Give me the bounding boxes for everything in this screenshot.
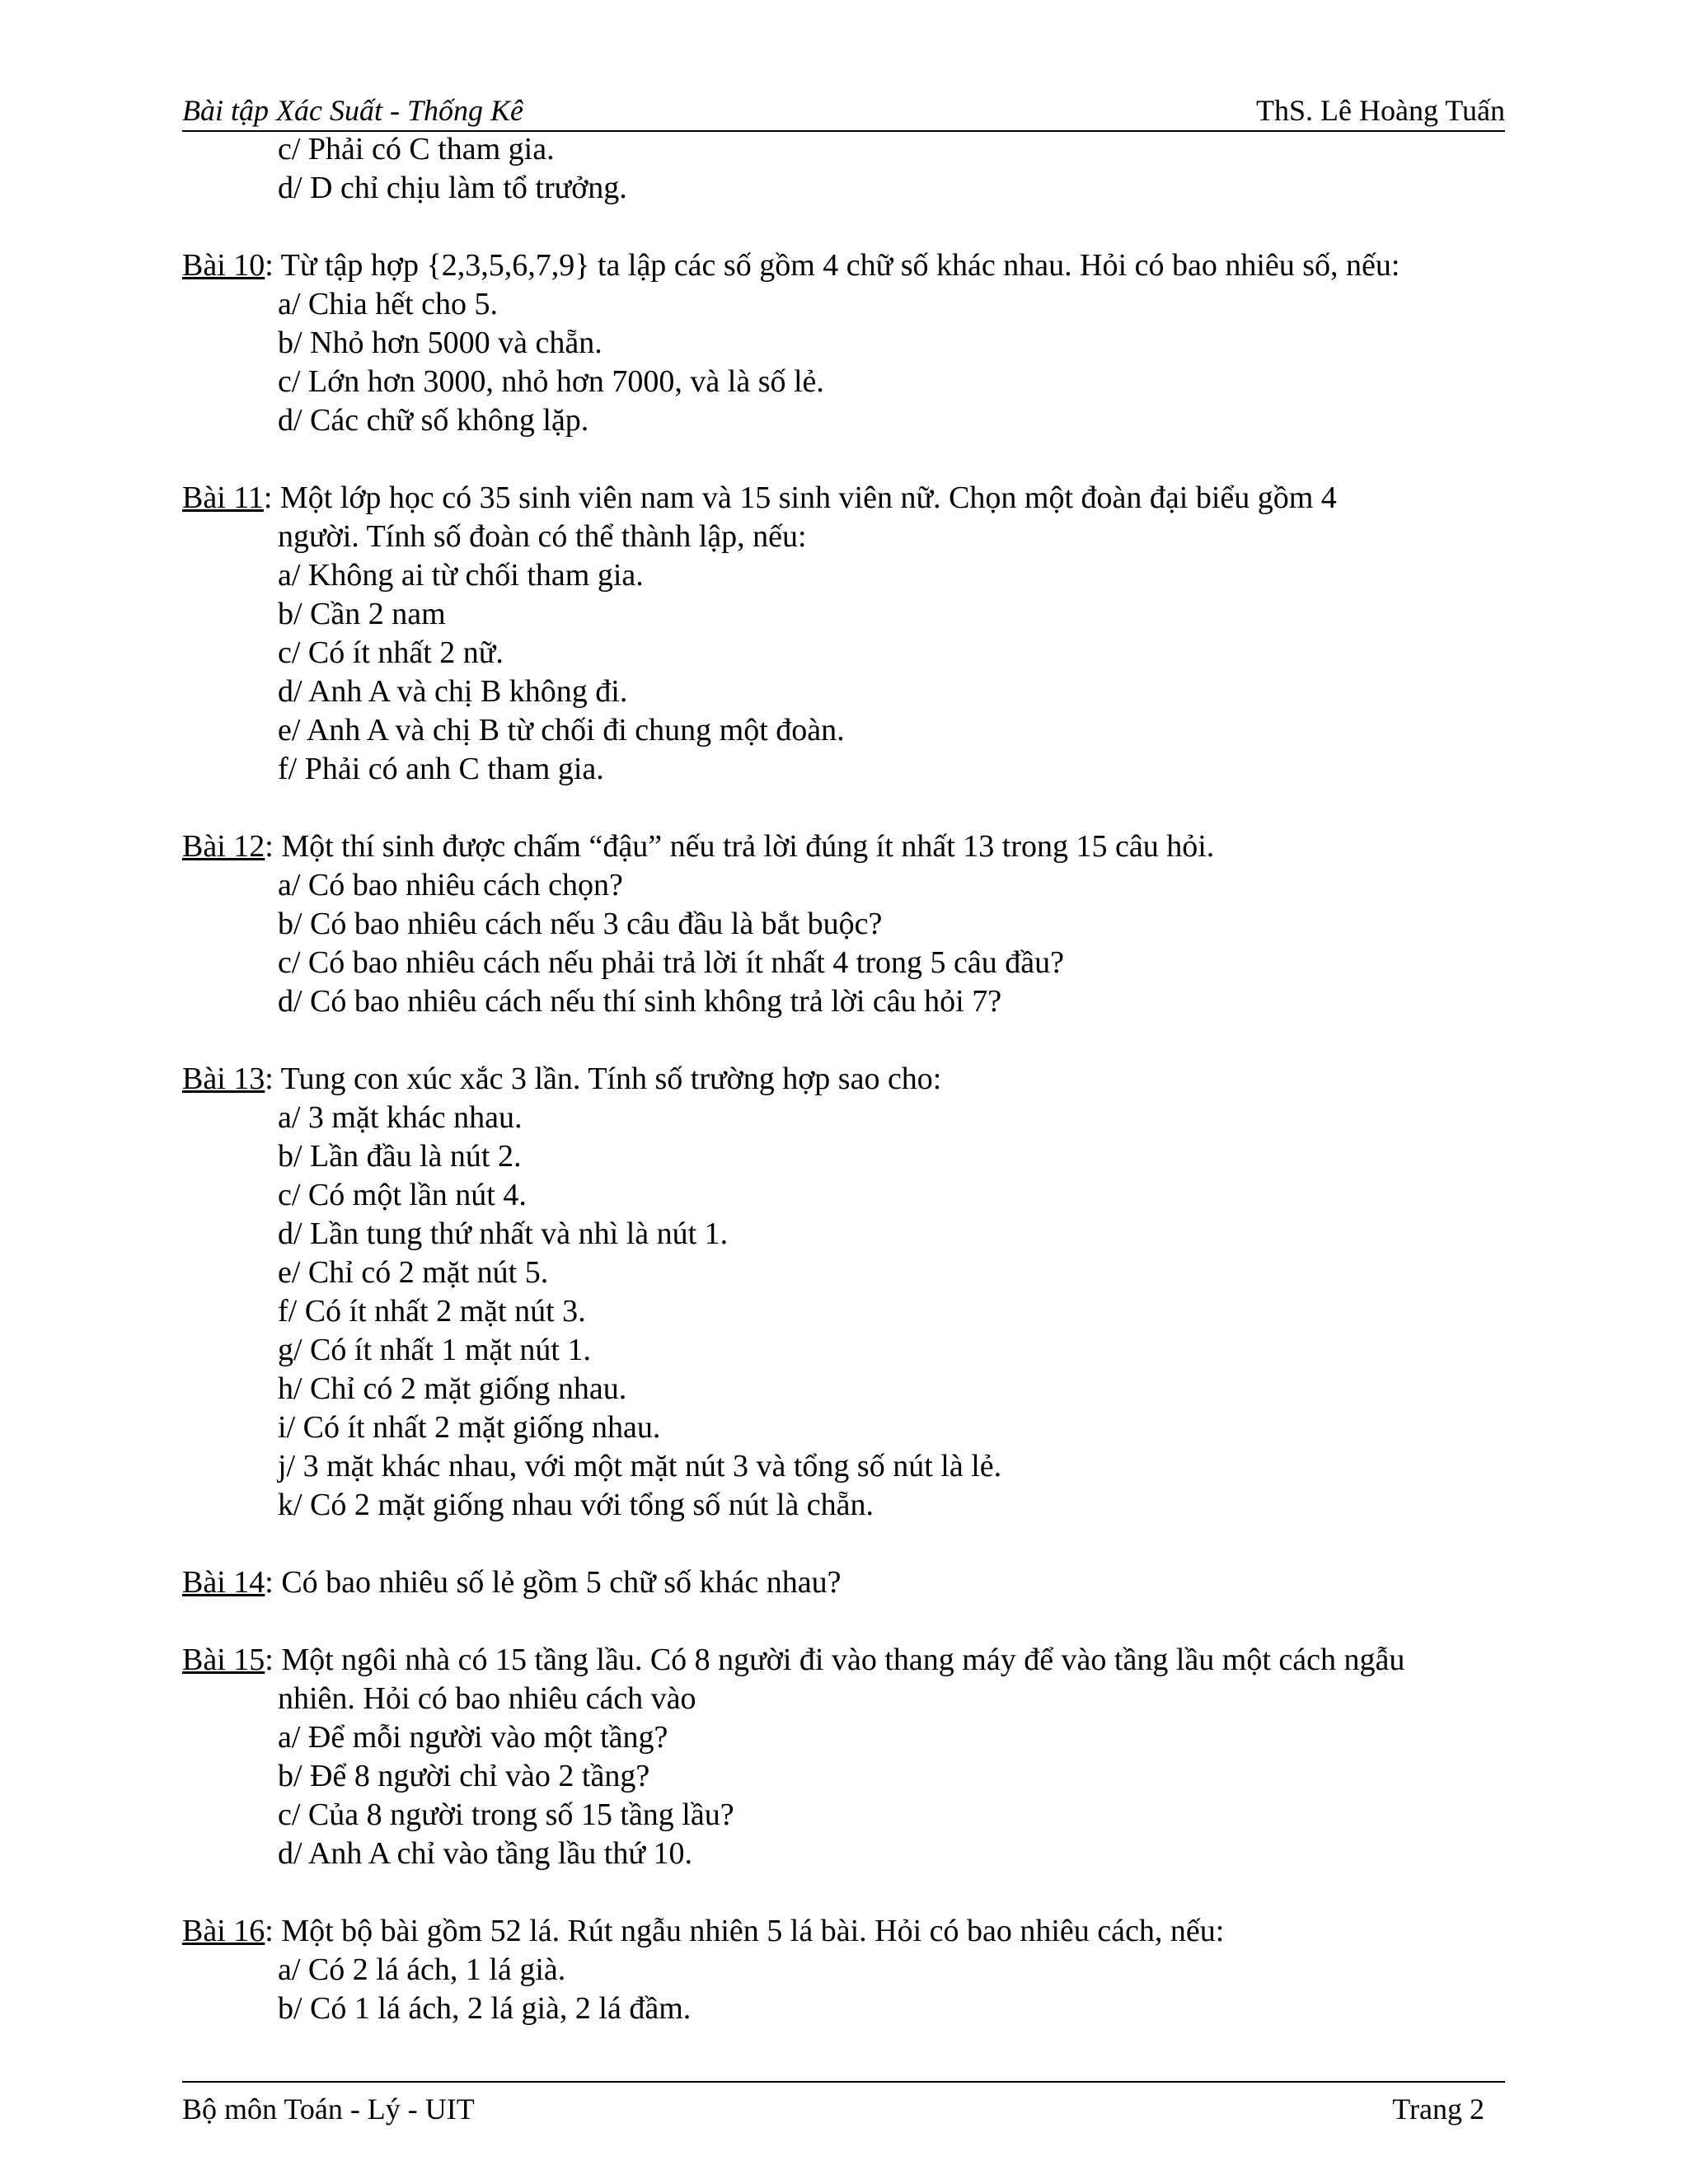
sub-question: f/ Phải có anh C tham gia. [278, 752, 604, 786]
problem-block [182, 1641, 1505, 1873]
page-footer [182, 2081, 1505, 2125]
sub-question: g/ Có ít nhất 1 mặt nút 1. [278, 1333, 591, 1367]
page-header [182, 91, 1505, 132]
problem-number: Bài 10 [182, 248, 265, 283]
problem-block [182, 1060, 1505, 1525]
sub-question: a/ Để mỗi người vào một tầng? [278, 1720, 668, 1755]
problem-text: : Một lớp học có 35 sinh viên nam và 15 sinh viên nữ. Chọn một đoàn đại biểu gồm 4 [263, 480, 1337, 515]
problem-text: : Một ngôi nhà có 15 tầng lầu. Có 8 người đi vào thang máy để vào tầng lầu một cách ngẫu [265, 1643, 1405, 1677]
sub-question: c/ Có một lần nút 4. [278, 1178, 527, 1212]
sub-question: d/ Anh A và chị B không đi. [278, 674, 628, 709]
problem-number: Bài 12 [182, 829, 265, 864]
sub-question: f/ Có ít nhất 2 mặt nút 3. [278, 1294, 586, 1329]
sub-question: b/ Cần 2 nam [278, 597, 446, 631]
sub-question: a/ Chia hết cho 5. [278, 287, 498, 321]
carryover-item: d/ D chỉ chịu làm tổ trưởng. [278, 171, 627, 205]
problem-block [182, 479, 1505, 789]
problem-number: Bài 13 [182, 1062, 265, 1096]
problem-statement [182, 1563, 1505, 1602]
problem-statement [182, 246, 1505, 285]
problem-text: : Một bộ bài gồm 52 lá. Rút ngẫu nhiên 5 lá bài. Hỏi có bao nhiêu cách, nếu: [265, 1914, 1225, 1948]
problem-statement [182, 1641, 1505, 1680]
sub-question: i/ Có ít nhất 2 mặt giống nhau. [278, 1410, 661, 1445]
sub-question: b/ Có 1 lá ách, 2 lá già, 2 lá đầm. [278, 1991, 692, 2026]
sub-question: h/ Chỉ có 2 mặt giống nhau. [278, 1371, 627, 1406]
sub-question: b/ Để 8 người chỉ vào 2 tầng? [278, 1759, 650, 1793]
problem-text-continuation: người. Tính số đoàn có thể thành lập, nếu: [278, 519, 807, 554]
sub-question: b/ Có bao nhiêu cách nếu 3 câu đầu là bắt buộc? [278, 907, 883, 941]
sub-question: d/ Có bao nhiêu cách nếu thí sinh không trả lời câu hỏi 7? [278, 984, 1002, 1019]
sub-question: e/ Anh A và chị B từ chối đi chung một đoàn. [278, 713, 845, 748]
sub-question: b/ Nhỏ hơn 5000 và chẵn. [278, 326, 603, 360]
problem-block [182, 827, 1505, 1021]
problem-number: Bài 11 [182, 480, 264, 515]
sub-question: c/ Có bao nhiêu cách nếu phải trả lời ít nhất 4 trong 5 câu đầu? [278, 945, 1064, 980]
problem-statement [182, 479, 1505, 518]
sub-question: c/ Lớn hơn 3000, nhỏ hơn 7000, và là số lẻ. [278, 364, 824, 399]
sub-question: d/ Anh A chỉ vào tầng lầu thứ 10. [278, 1836, 692, 1871]
problem-text-continuation: nhiên. Hỏi có bao nhiêu cách vào [278, 1681, 696, 1716]
problem-number: Bài 14 [182, 1565, 265, 1600]
problem-statement [182, 827, 1505, 866]
problem-text: : Có bao nhiêu số lẻ gồm 5 chữ số khác nhau? [265, 1565, 842, 1600]
sub-question: c/ Có ít nhất 2 nữ. [278, 635, 504, 670]
problem-block [182, 246, 1505, 440]
sub-question: a/ Có 2 lá ách, 1 lá già. [278, 1952, 566, 1987]
problem-statement [182, 1912, 1505, 1951]
page-number: Trang 2 [1392, 2093, 1484, 2125]
sub-question: a/ 3 mặt khác nhau. [278, 1100, 523, 1135]
problem-statement [182, 1060, 1505, 1099]
problem-text: : Tung con xúc xắc 3 lần. Tính số trường hợp sao cho: [265, 1062, 942, 1096]
sub-question: a/ Có bao nhiêu cách chọn? [278, 868, 623, 902]
problem-text: : Một thí sinh được chấm “đậu” nếu trả lời đúng ít nhất 13 trong 15 câu hỏi. [265, 829, 1215, 864]
sub-question: k/ Có 2 mặt giống nhau với tổng số nút là chẵn. [278, 1488, 874, 1522]
sub-question: c/ Của 8 người trong số 15 tầng lầu? [278, 1797, 734, 1832]
sub-question: b/ Lần đầu là nút 2. [278, 1139, 522, 1174]
problem-block [182, 1563, 1505, 1602]
sub-question: j/ 3 mặt khác nhau, với một mặt nút 3 và tổng số nút là lẻ. [278, 1449, 1002, 1483]
sub-question: d/ Các chữ số không lặp. [278, 403, 589, 438]
problem-list [182, 246, 1505, 2028]
header-author: ThS. Lê Hoàng Tuấn [1255, 94, 1505, 127]
sub-question: e/ Chỉ có 2 mặt nút 5. [278, 1255, 549, 1290]
footer-department: Bộ môn Toán - Lý - UIT [182, 2093, 475, 2125]
problem-number: Bài 15 [182, 1643, 265, 1677]
problem-number: Bài 16 [182, 1914, 265, 1948]
problem-text: : Từ tập hợp {2,3,5,6,7,9} ta lập các số gồm 4 chữ số khác nhau. Hỏi có bao nhiêu số, nếu: [265, 248, 1400, 283]
problem-block [182, 1912, 1505, 2028]
sub-question: a/ Không ai từ chối tham gia. [278, 558, 644, 593]
carryover-list [182, 130, 1505, 208]
carryover-item: c/ Phải có C tham gia. [278, 132, 555, 166]
document-body [182, 130, 1505, 2028]
header-title: Bài tập Xác Suất - Thống Kê [182, 94, 523, 127]
sub-question: d/ Lần tung thứ nhất và nhì là nút 1. [278, 1216, 729, 1251]
